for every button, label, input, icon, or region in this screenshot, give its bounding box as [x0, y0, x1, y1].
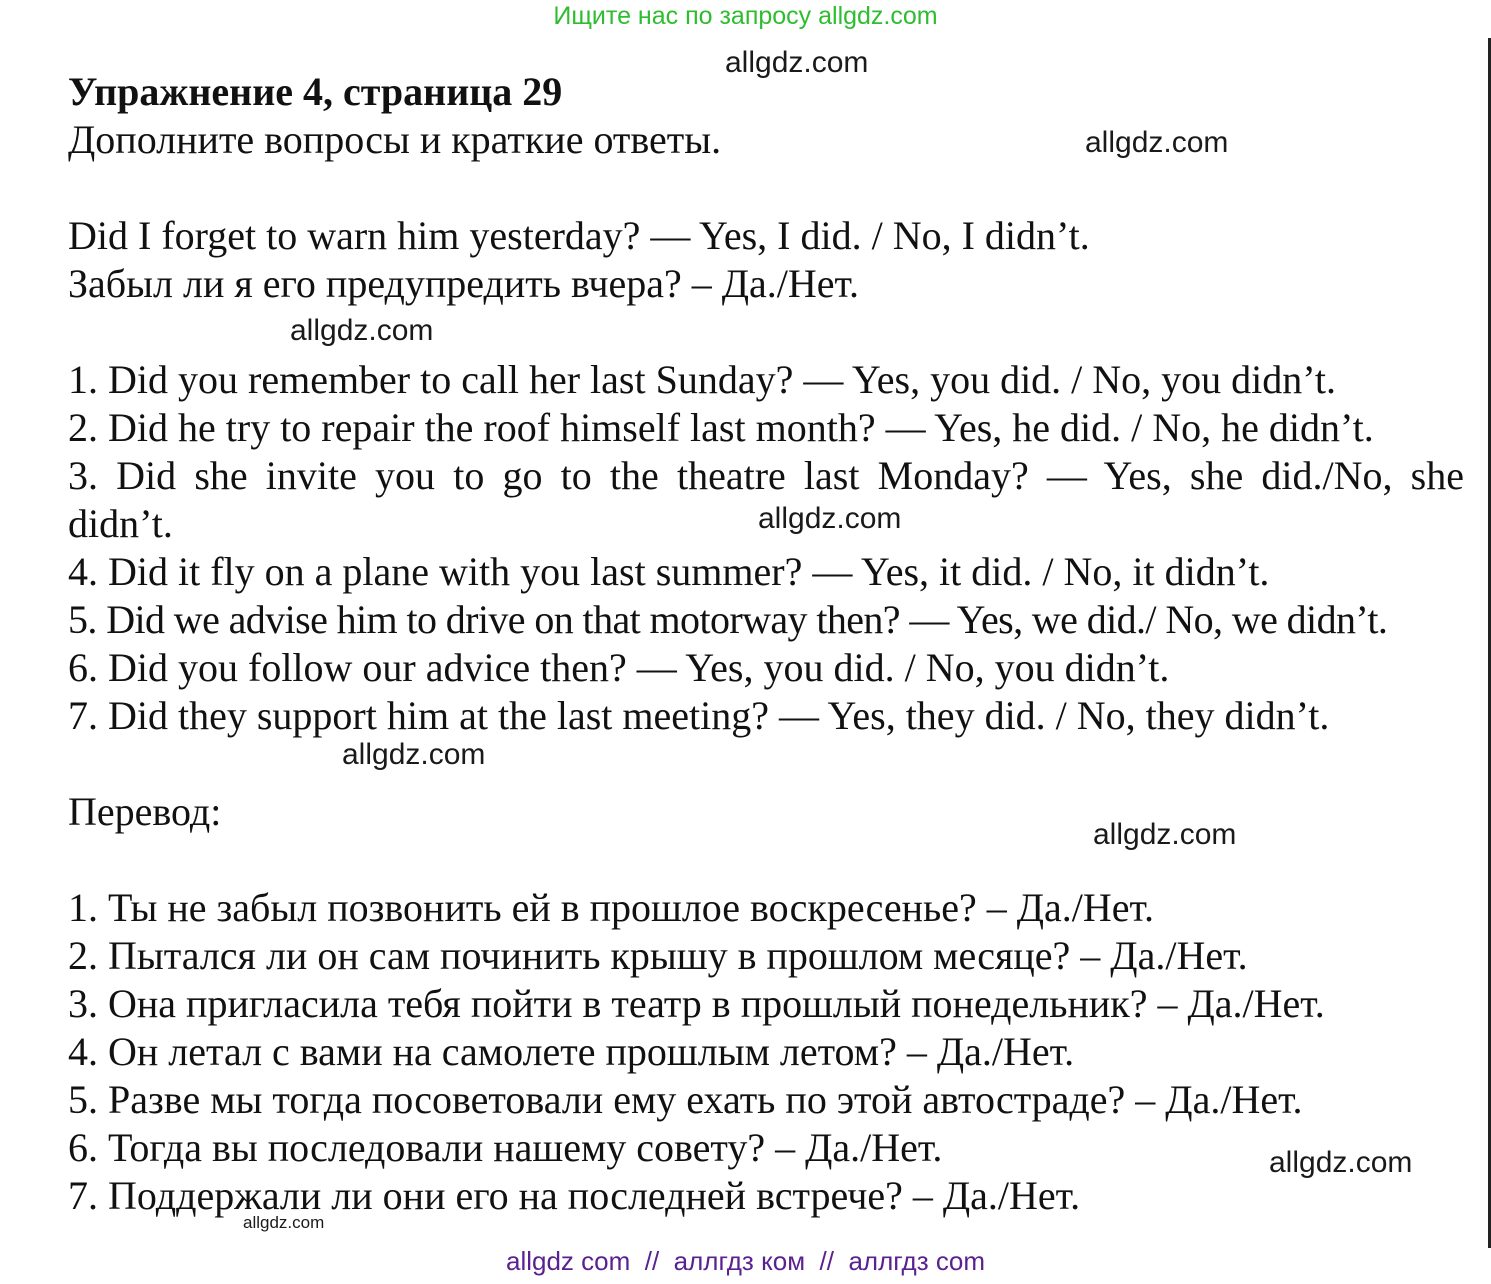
answer-line: 7. Did they support him at the last meeting? — Yes, they did. / No, they didn’t. [68, 693, 1330, 738]
answer-line: 5. Did we advise him to drive on that motorway then? — Yes, we did./ No, we didn’t. [68, 597, 1388, 642]
watermark: allgdz.com [1085, 126, 1229, 159]
watermark: allgdz.com [243, 1213, 325, 1232]
footer-separator: // [644, 1246, 660, 1276]
example-russian: Забыл ли я его предупредить вчера? – Да./Нет. [68, 261, 860, 306]
watermark: allgdz.com [342, 738, 486, 771]
footer-links [0, 1246, 1491, 1277]
footer-link[interactable]: аллгдз com [848, 1246, 985, 1276]
watermark: allgdz.com [1269, 1146, 1413, 1179]
answer-line: 1. Did you remember to call her last Sunday? — Yes, you did. / No, you didn’t. [68, 357, 1337, 402]
translation-line: 7. Поддержали ли они его на последней встрече? – Да./Нет. [68, 1173, 1081, 1218]
example-english: Did I forget to warn him yesterday? — Yes, I did. / No, I didn’t. [68, 213, 1090, 258]
page-title: Упражнение 4, страница 29 [68, 69, 563, 114]
translation-line: 3. Она пригласила тебя пойти в театр в прошлый понедельник? – Да./Нет. [68, 981, 1325, 1026]
search-banner[interactable]: Ищите нас по запросу allgdz.com [553, 2, 938, 30]
translation-line: 1. Ты не забыл позвонить ей в прошлое воскресенье? – Да./Нет. [68, 885, 1154, 930]
watermark: allgdz.com [1093, 818, 1237, 851]
watermark: allgdz.com [758, 502, 902, 535]
translation-line: 6. Тогда вы последовали нашему совету? – Да./Нет. [68, 1125, 943, 1170]
footer-link[interactable]: allgdz com [506, 1246, 631, 1276]
translation-line: 4. Он летал с вами на самолете прошлым летом? – Да./Нет. [68, 1029, 1075, 1074]
answer-line: 3. Did she invite you to go to the theatre last Monday? — Yes, she did./No, she [68, 453, 1464, 498]
translation-heading: Перевод: [68, 789, 222, 834]
answer-line: 4. Did it fly on a plane with you last summer? — Yes, it did. / No, it didn’t. [68, 549, 1270, 594]
answer-line: 6. Did you follow our advice then? — Yes, you did. / No, you didn’t. [68, 645, 1170, 690]
footer-link[interactable]: аллгдз ком [673, 1246, 806, 1276]
instruction: Дополните вопросы и краткие ответы. [68, 117, 722, 162]
answer-line-continuation: didn’t. [68, 501, 173, 546]
footer-separator: // [819, 1246, 834, 1276]
watermark: allgdz.com [290, 314, 434, 347]
translation-line: 2. Пытался ли он сам починить крышу в прошлом месяце? – Да./Нет. [68, 933, 1248, 978]
answer-line: 2. Did he try to repair the roof himself last month? — Yes, he did. / No, he didn’t. [68, 405, 1374, 450]
watermark: allgdz.com [725, 46, 869, 79]
translation-line: 5. Разве мы тогда посоветовали ему ехать по этой автостраде? – Да./Нет. [68, 1077, 1303, 1122]
